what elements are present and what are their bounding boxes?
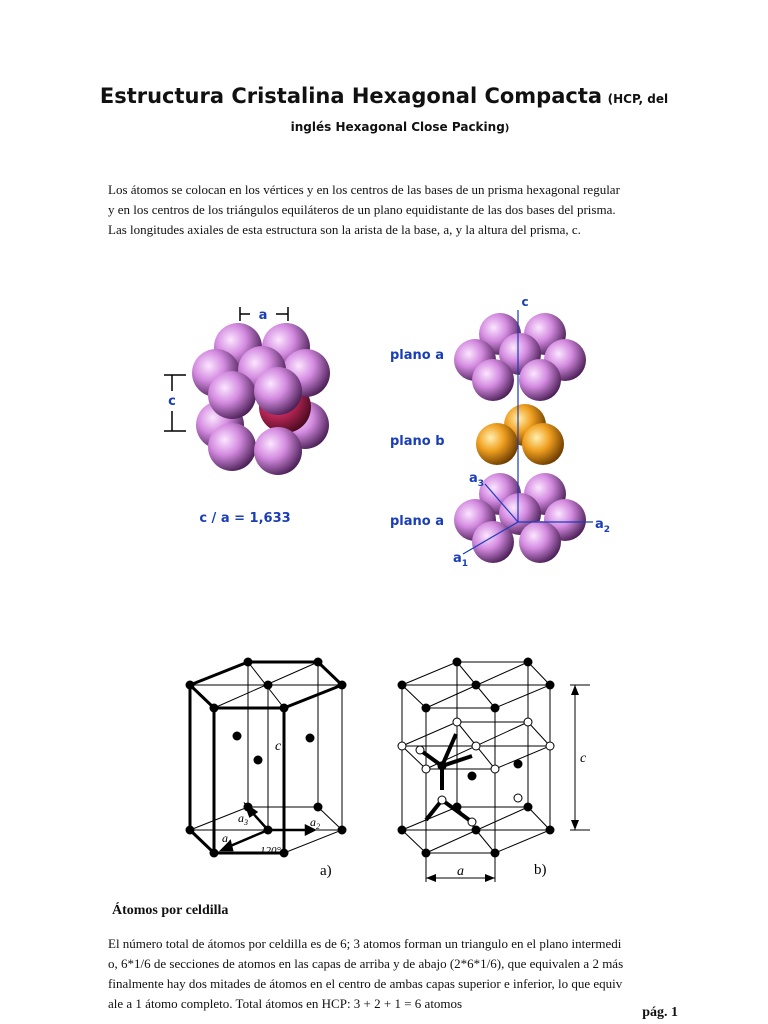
stacking-planes-figure [385,292,625,577]
a3-label: $a_3$ [238,811,248,827]
para-line: El número total de átomos por celdilla es de 6; 3 atomos forman un triangulo en el plano intermedi [108,936,622,951]
c-label: c [275,739,282,754]
angle-label: 120° [260,845,281,857]
page-subtitle [0,120,768,134]
intro-paragraph [108,180,678,240]
caption-a: a) [320,863,332,879]
label-c: c [168,394,176,409]
a2-label: $a_2$ [310,815,320,831]
para-line: o, 6*1/6 de secciones de atomos en las capas de arriba y de abajo (2*6*1/6), que equivalen a 2 más [108,956,624,971]
section-heading: Átomos por celdilla [112,903,229,918]
title-paren: (HCP, del [607,92,669,106]
axis-a1-label: $a_1$ [453,551,469,569]
title-main: Estructura Cristalina Hexagonal Compacta [99,84,603,108]
plane-a-bottom-label: plano a [390,514,445,529]
subtitle-paren-end: ) [504,123,510,134]
a1-label: $a_1$ [222,831,232,847]
intro-line: Los átomos se colocan en los vértices y en los centros de las bases de un prisma hexagonal regular [108,182,620,197]
para-line: ale a 1 átomo completo. Total átomos en HCP: 3 + 2 + 1 = 6 atomos [108,996,463,1011]
page-title [0,84,768,108]
c-dimension-label: c [580,751,587,766]
unit-cell-figure-b [390,650,610,890]
ratio-label: c / a = 1,633 [199,511,291,526]
section-paragraph [108,934,688,1014]
hcp-cluster-figure [150,295,360,535]
unit-cell-figure-a [180,650,350,880]
intro-line: Las longitudes axiales de esta estructura son la arista de la base, a, y la altura del prisma, c. [108,222,581,237]
subtitle-text: inglés Hexagonal Close Packing [290,120,505,134]
axis-a2-label: $a_2$ [595,517,611,535]
page-number: pág. 1 [642,1005,678,1020]
a-dimension-label: a [457,864,464,879]
intro-line: y en los centros de los triángulos equiláteros de un plano equidistante de las dos bases del prisma. [108,202,616,217]
axis-c-label: c [521,295,529,309]
label-a: a [258,308,268,323]
para-line: finalmente hay dos mitades de átomos en el centro de ambas capas superior e inferior, lo que equiv [108,976,623,991]
caption-b: b) [534,862,547,878]
axis-a3-label: $a_3$ [469,471,485,489]
plane-a-top-label: plano a [390,348,445,363]
plane-b-label: plano b [390,434,445,449]
